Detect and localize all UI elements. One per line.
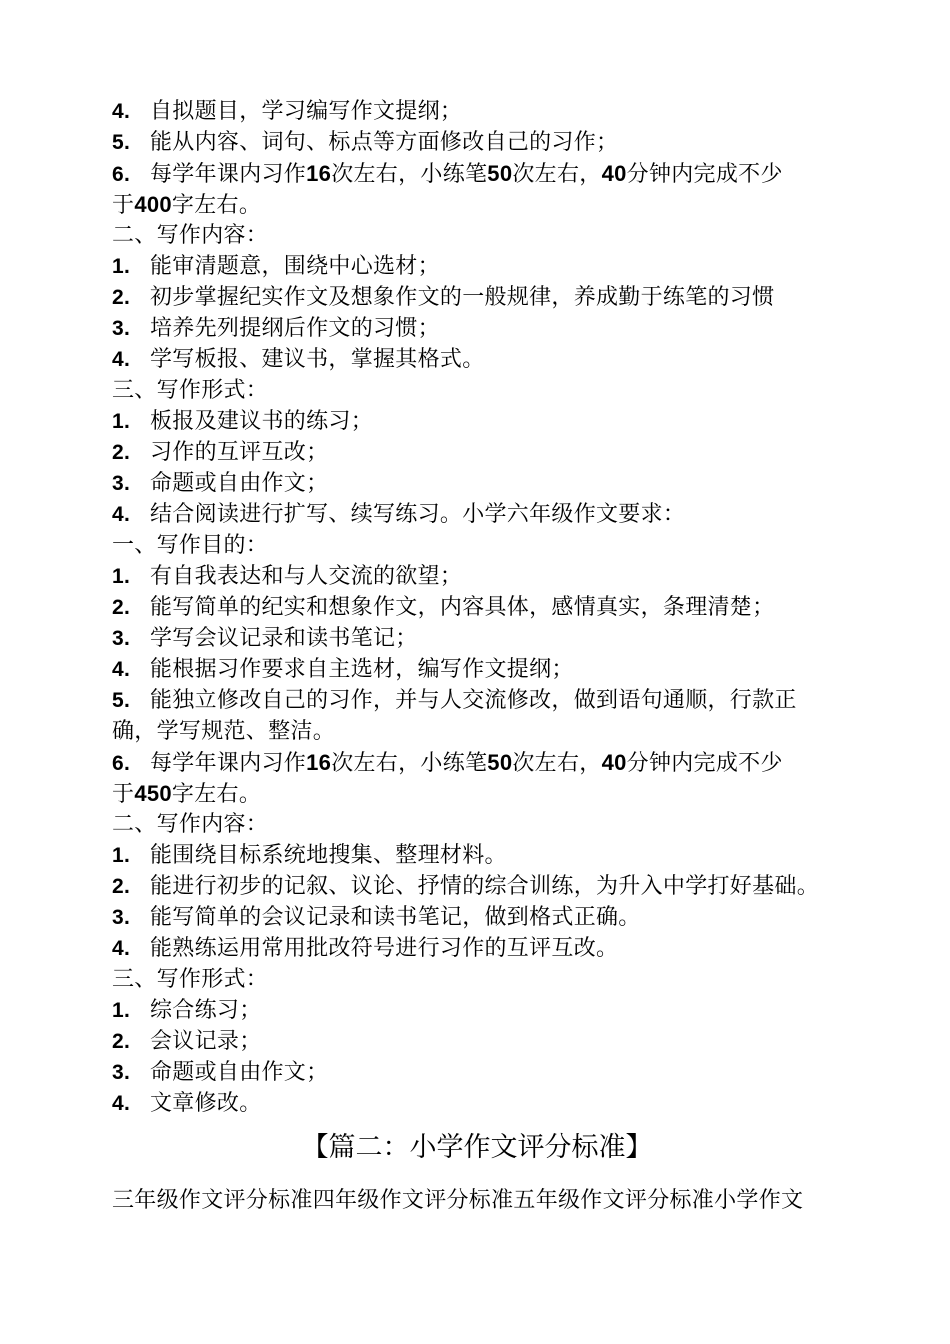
text-line: [112, 592, 842, 623]
list-number: 4.: [112, 937, 131, 960]
list-number: 1.: [112, 999, 131, 1022]
inline-number: 450: [134, 781, 172, 806]
line-text: 能围绕目标系统地搜集、整理材料。: [150, 843, 507, 868]
text-line: [112, 623, 842, 654]
line-text: 有自我表达和与人交流的欲望；: [150, 564, 463, 589]
line-text: 自拟题目，学习编写作文提纲；: [150, 99, 463, 124]
inline-number: 400: [134, 192, 172, 217]
line-text: 能写简单的会议记录和读书笔记，做到格式正确。: [150, 905, 641, 930]
text-line: [112, 1088, 842, 1119]
text-line: [112, 747, 842, 778]
list-number: 3.: [112, 1061, 131, 1084]
line-text: 学写会议记录和读书笔记；: [150, 626, 418, 651]
line-text: 每学年课内习作16次左右，小练笔50次左右，40分钟内完成不少: [150, 161, 783, 187]
line-text: 能独立修改自己的习作，并与人交流修改，做到语句通顺，行款正: [150, 688, 797, 713]
text-line: [112, 561, 842, 592]
text-line: [112, 127, 842, 158]
text-line: [112, 437, 842, 468]
line-text: 习作的互评互改；: [150, 440, 329, 465]
line-text: 培养先列提纲后作文的习惯；: [150, 316, 440, 341]
line-text: 能进行初步的记叙、议论、抒情的综合训练，为升入中学打好基础。: [150, 874, 820, 899]
text-line: [112, 189, 842, 220]
section-heading: 【篇二：小学作文评分标准】: [301, 1132, 653, 1163]
line-text: 命题或自由作文；: [150, 471, 329, 496]
line-text: 会议记录；: [150, 1029, 262, 1054]
text-line: [112, 220, 842, 251]
line-text: 确，学写规范、整洁。: [112, 719, 336, 744]
list-number: 2.: [112, 596, 131, 619]
line-text: 于450字左右。: [112, 781, 262, 807]
list-number: 2.: [112, 1030, 131, 1053]
list-number: 3.: [112, 906, 131, 929]
list-number: 4.: [112, 503, 131, 526]
inline-number: 50: [487, 750, 513, 775]
text-line: [112, 1057, 842, 1088]
list-number: 4.: [112, 348, 131, 371]
text-line: [112, 995, 842, 1026]
list-number: 2.: [112, 875, 131, 898]
line-text: 能审清题意，围绕中心选材；: [150, 254, 440, 279]
inline-number: 16: [306, 750, 332, 775]
line-text: 三、写作形式：: [112, 967, 269, 992]
list-number: 2.: [112, 441, 131, 464]
list-number: 3.: [112, 472, 131, 495]
line-text: 板报及建议书的练习；: [150, 409, 374, 434]
text-line: [112, 282, 842, 313]
list-number: 3.: [112, 627, 131, 650]
text-line: [112, 96, 842, 127]
text-line: [112, 344, 842, 375]
text-line: [112, 468, 842, 499]
line-text: 于400字左右。: [112, 192, 262, 218]
text-line: [112, 716, 842, 747]
text-line: [112, 964, 842, 995]
list-number: 4.: [112, 658, 131, 681]
text-line: [112, 840, 842, 871]
text-line: [112, 654, 842, 685]
line-text: 能从内容、词句、标点等方面修改自己的习作；: [150, 130, 619, 155]
text-line: [112, 158, 842, 189]
line-text: 文章修改。: [150, 1091, 262, 1116]
line-text: 命题或自由作文；: [150, 1060, 329, 1085]
list-number: 6.: [112, 163, 131, 186]
list-number: 5.: [112, 131, 131, 154]
text-line: [112, 902, 842, 933]
list-number: 1.: [112, 255, 131, 278]
line-text: 二、写作内容：: [112, 223, 269, 248]
list-number: 1.: [112, 410, 131, 433]
text-line: [112, 499, 842, 530]
text-line: [112, 778, 842, 809]
line-text: 三、写作形式：: [112, 378, 269, 403]
text-line: [112, 530, 842, 561]
list-number: 1.: [112, 844, 131, 867]
line-text: 能根据习作要求自主选材，编写作文提纲；: [150, 657, 574, 682]
text-line: [112, 871, 842, 902]
list-number: 3.: [112, 317, 131, 340]
list-number: 4.: [112, 1092, 131, 1115]
list-number: 4.: [112, 100, 131, 123]
inline-number: 40: [601, 161, 627, 186]
text-line: [112, 809, 842, 840]
body-paragraph: 三年级作文评分标准四年级作文评分标准五年级作文评分标准小学作文: [112, 1188, 804, 1213]
line-text: 能写简单的纪实和想象作文，内容具体，感情真实，条理清楚；: [150, 595, 775, 620]
list-number: 6.: [112, 752, 131, 775]
text-lines: [112, 96, 842, 1119]
text-line: [112, 933, 842, 964]
text-line: [112, 406, 842, 437]
inline-number: 50: [487, 161, 513, 186]
line-text: 一、写作目的：: [112, 533, 269, 558]
text-line: [112, 1026, 842, 1057]
list-number: 5.: [112, 689, 131, 712]
line-text: 能熟练运用常用批改符号进行习作的互评互改。: [150, 936, 619, 961]
line-text: 综合练习；: [150, 998, 262, 1023]
inline-number: 16: [306, 161, 332, 186]
line-text: 每学年课内习作16次左右，小练笔50次左右，40分钟内完成不少: [150, 750, 783, 776]
list-number: 1.: [112, 565, 131, 588]
text-line: [112, 375, 842, 406]
text-line: [112, 251, 842, 282]
inline-number: 40: [601, 750, 627, 775]
line-text: 初步掌握纪实作文及想象作文的一般规律，养成勤于练笔的习惯: [150, 285, 775, 310]
line-text: 学写板报、建议书，掌握其格式。: [150, 347, 485, 372]
text-line: [112, 685, 842, 716]
list-number: 2.: [112, 286, 131, 309]
line-text: 结合阅读进行扩写、续写练习。小学六年级作文要求：: [150, 502, 686, 527]
text-line: [112, 313, 842, 344]
document-page: [112, 96, 842, 1216]
line-text: 二、写作内容：: [112, 812, 269, 837]
